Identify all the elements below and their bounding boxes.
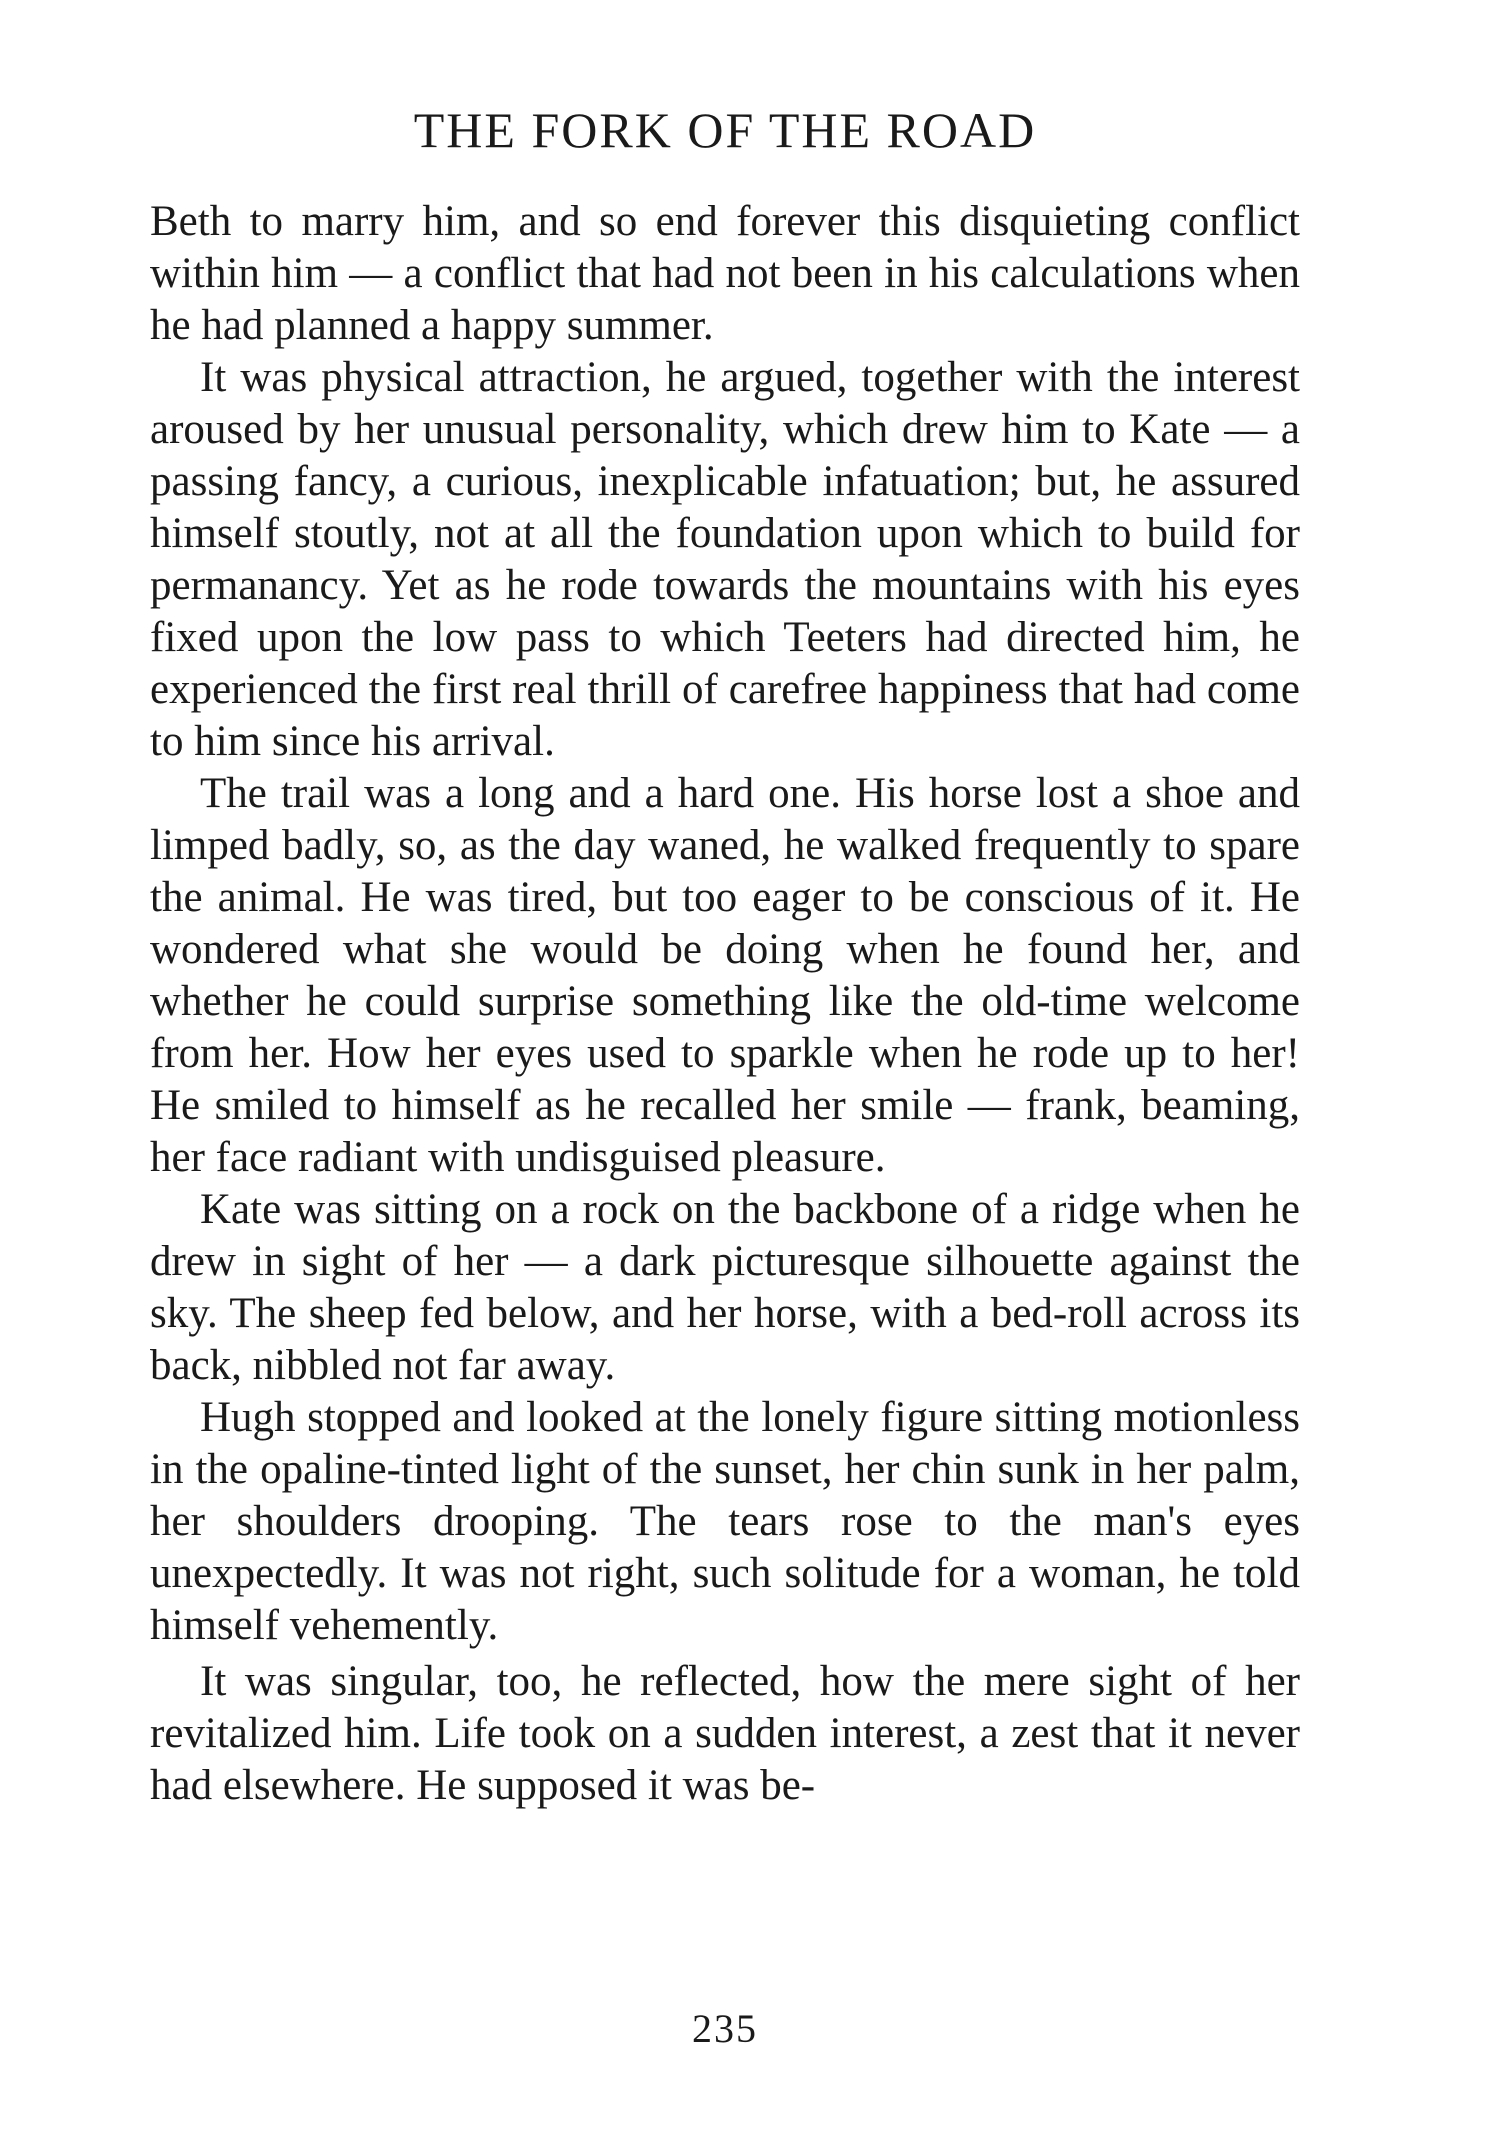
- page-number: 235: [692, 2006, 758, 2051]
- paragraph-1: Beth to marry him, and so end forever this disquieting conflict within him — a conflict that had not been in his calculations when he had planned a happy summer.: [150, 198, 1300, 349]
- running-head-title: THE FORK OF THE ROAD: [413, 102, 1037, 158]
- paragraph-6: It was singular, too, he reflected, how the mere sight of her revitalized him. Life took on a sudden interest, a zest that it never had elsewhere. He supposed it was be-: [150, 1658, 1300, 1809]
- body-text: [150, 196, 1300, 1812]
- paragraph-5: Hugh stopped and looked at the lonely figure sitting motionless in the opaline-tinted light of the sunset, her chin sunk in her palm, her shoulders drooping. The tears rose to the man's eyes unexpectedly. It was not right, such solitude for a woman, he told himself vehemently.: [150, 1394, 1300, 1649]
- paragraph-2: It was physical attraction, he argued, together with the interest aroused by her unusual personality, which drew him to Kate — a passing fancy, a curious, inexplicable infatuation; but, he assured himself stoutly, not at all the foundation upon which to build for permanancy. Yet as he rode towards the mountains with his eyes fixed upon the low pass to which Teeters had directed him, he experienced the first real thrill of carefree happiness that had come to him since his arrival.: [150, 354, 1300, 765]
- paragraph-4: Kate was sitting on a rock on the backbone of a ridge when he drew in sight of her — a dark picturesque silhouette against the sky. The sheep fed below, and her horse, with a bed-roll across its back, nibbled not far away.: [150, 1186, 1300, 1389]
- paragraph-3: The trail was a long and a hard one. His horse lost a shoe and limped badly, so, as the day waned, he walked frequently to spare the animal. He was tired, but too eager to be conscious of it. He wondered what she would be doing when he found her, and whether he could surprise something like the old-time welcome from her. How her eyes used to sparkle when he rode up to her! He smiled to himself as he recalled her smile — frank, beaming, her face radiant with undisguised pleasure.: [150, 770, 1300, 1181]
